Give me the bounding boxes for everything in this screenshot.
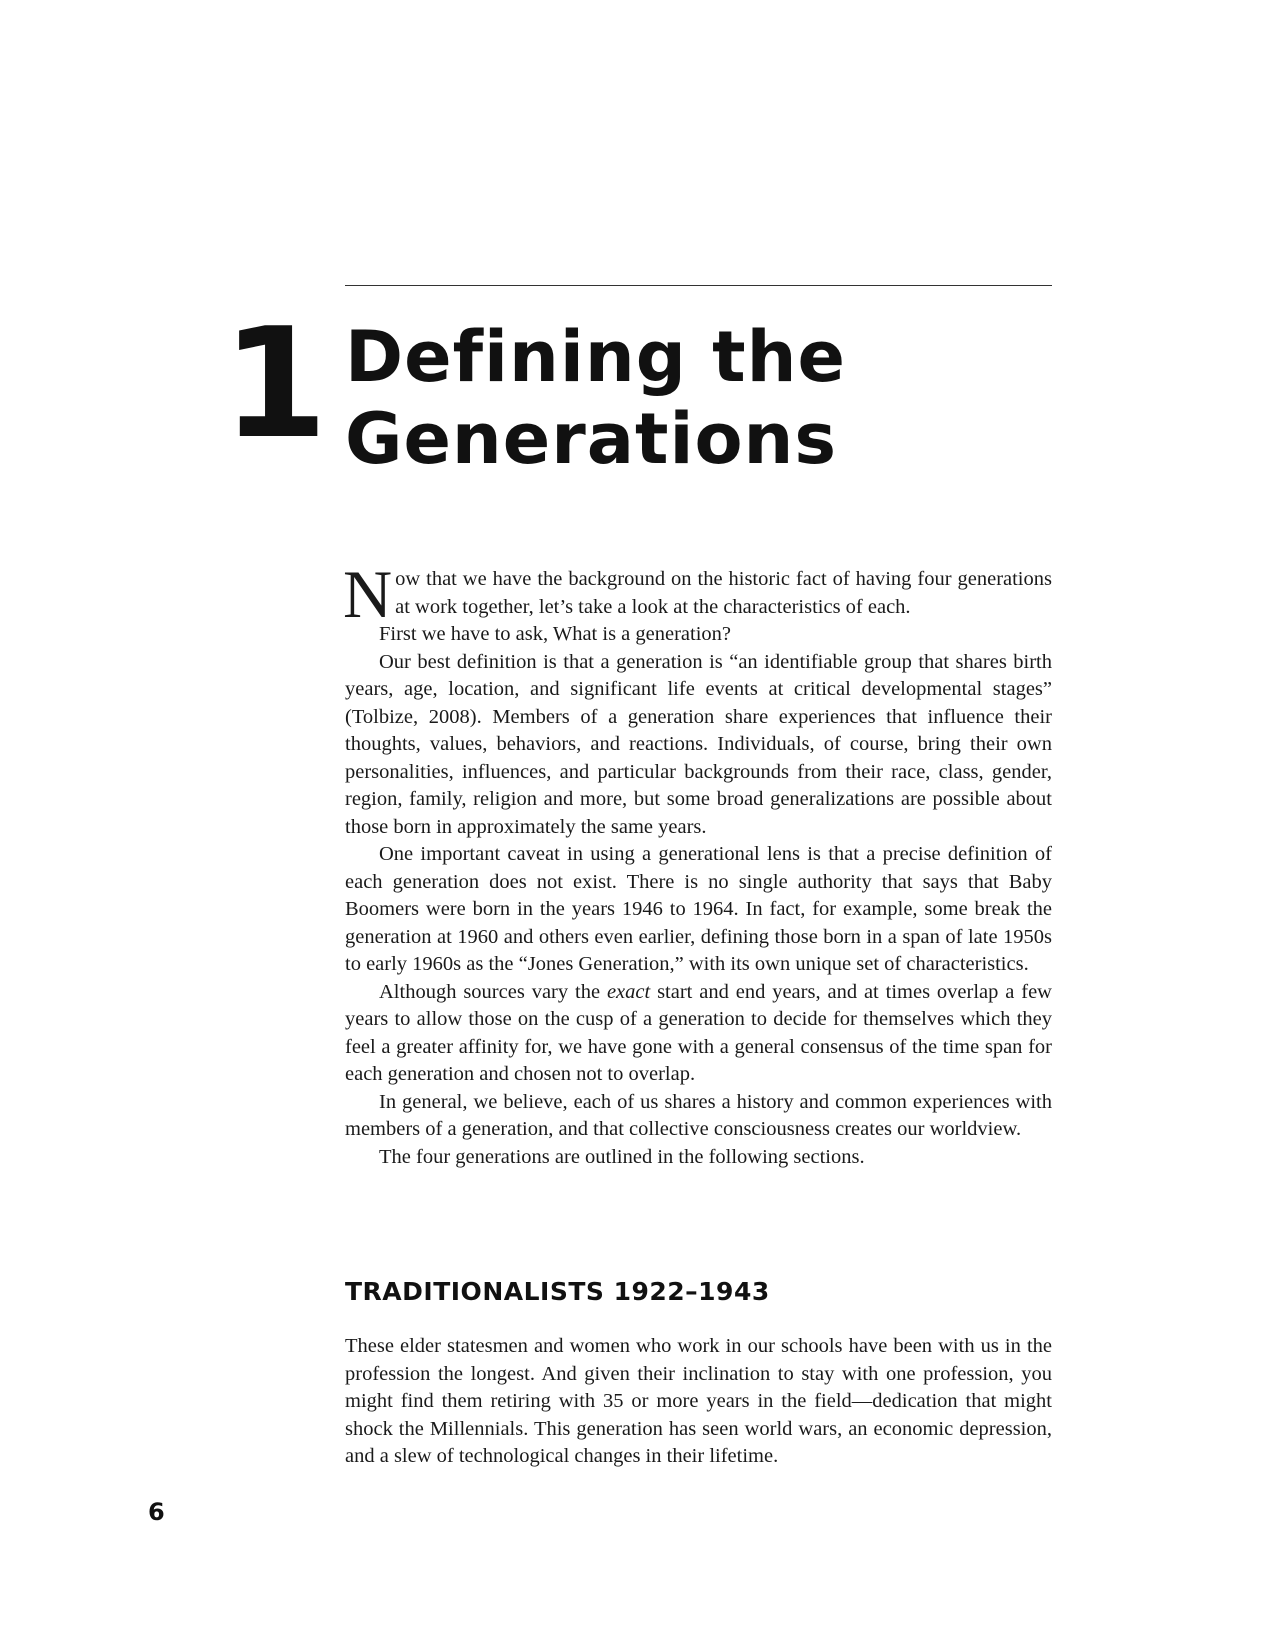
intro-paragraph-4: One important caveat in using a generational lens is that a precise definition of each generation does not exist. There is no single authority that says that Baby Boomers were born in the years 1946 to 1964. In fact, for example, some break the generation at 1960 and others even earlier, defining those born in a span of late 1950s to early 1960s as the “Jones Generation,” with its own unique set of characteristics.: [345, 843, 1052, 975]
chapter-number: 1: [222, 295, 320, 472]
intro-paragraph-5-after: start and end years, and at times overlap a few years to allow those on the cusp of a generation to decide for themselves which they feel a greater affinity for, we have gone with a general consensus of the time span for each generation and chosen not to overlap.: [345, 980, 1052, 1085]
intro-paragraph-1: [343, 556, 1052, 632]
chapter-title: [345, 316, 846, 480]
section-paragraph: These elder statesmen and women who work in our schools have been with us in the profession the longest. And given their inclination to stay with one profession, you might find them retiring with 35 or more years in the field—dedication that might shock the Millennials. This generation has seen world wars, an economic depression, and a slew of technological changes in their lifetime.: [345, 1335, 1052, 1467]
chapter-rule: [345, 285, 1052, 286]
section-heading-traditionalists: TRADITIONALISTS 1922–1943: [345, 1277, 770, 1306]
intro-paragraph-3: Our best definition is that a generation is “an identifiable group that shares birth years, age, location, and significant life events at critical developmental stages” (Tolbize, 2008). Members of a generation share experiences that influence their thoughts, values, behaviors, and reactions. Individuals, of course, bring their own personalities, influences, and particular backgrounds from their race, class, gender, region, family, religion and more, but some broad generalizations are possible about those born in approximately the same years.: [345, 650, 1052, 838]
chapter-title-line-2: Generations: [345, 398, 838, 480]
intro-paragraph-5: [345, 979, 1052, 1089]
intro-paragraph-1-text: ow that we have the background on the historic fact of having four generations at work together, let’s take a look at the characteristics of each.: [395, 568, 1052, 618]
intro-paragraph-6: In general, we believe, each of us shares a history and common experiences with members of a generation, and that collective consciousness creates our worldview.: [345, 1090, 1052, 1140]
intro-paragraph-2: First we have to ask, What is a generation?: [379, 623, 732, 645]
chapter-title-line-1: Defining the: [345, 316, 846, 398]
page-number: 6: [148, 1498, 165, 1526]
intro-paragraph-7: The four generations are outlined in the following sections.: [379, 1145, 865, 1168]
section-body: [345, 1333, 1052, 1471]
intro-paragraph-5-emphasis: exact: [606, 980, 651, 1003]
drop-cap: N: [343, 556, 393, 632]
intro-body: [343, 556, 1052, 1171]
intro-paragraph-5-before: Although sources vary the: [379, 980, 607, 1003]
